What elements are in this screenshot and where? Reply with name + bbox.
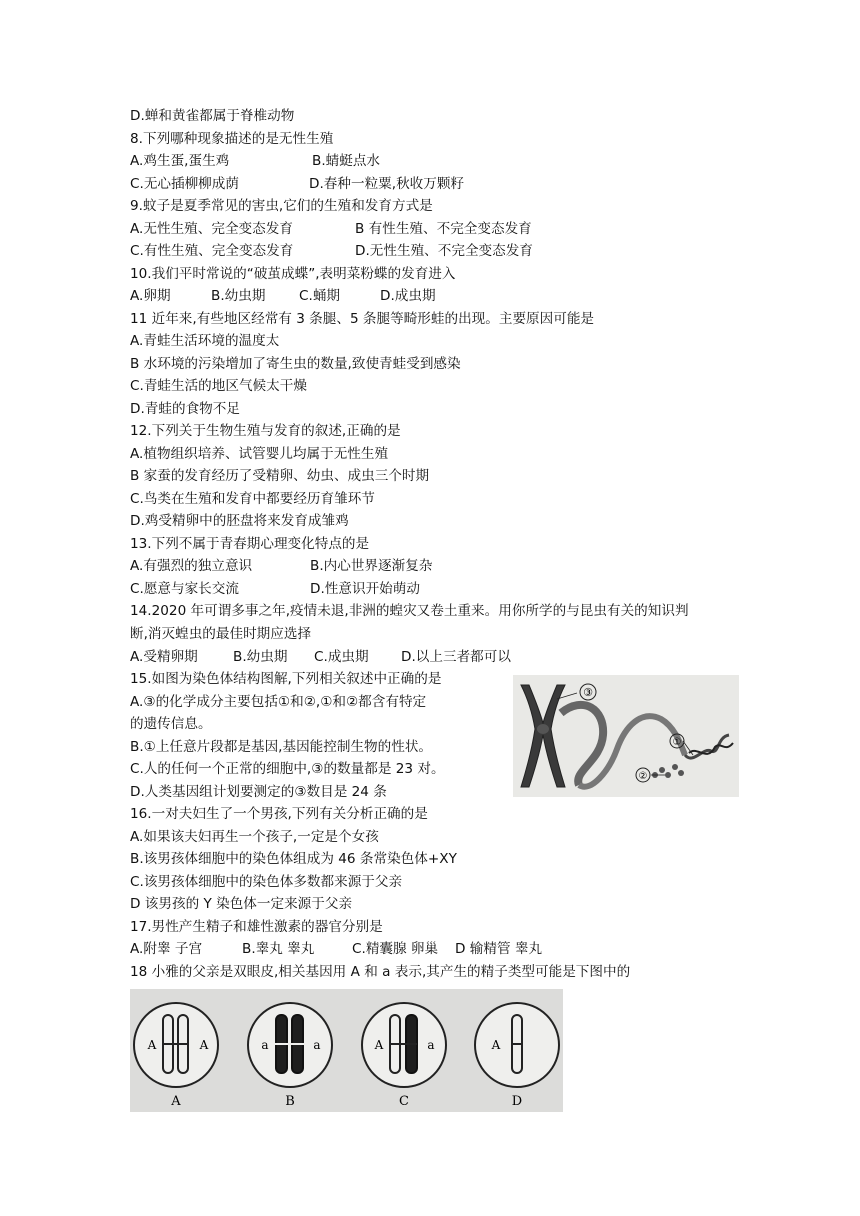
q10-option-d: D.成虫期 [380,288,436,304]
q9-stem: 9.蚊子是夏季常见的害虫,它们的生殖和发育方式是 [130,198,433,214]
q14-option-b: B.幼虫期 [233,649,288,665]
q9-option-c: C.有性生殖、完全变态发育 [130,243,294,259]
q11-option-a: A.青蛙生活环境的温度太 [130,333,280,349]
q15-option-a-cont: 的遗传信息。 [130,716,212,732]
q14-option-a: A.受精卵期 [130,649,198,665]
q14-stem-line2: 断,消灭蝗虫的最佳时期应选择 [130,626,312,642]
cell-b-gene-left: a [261,1038,269,1052]
cell-a-caption: A [171,1094,181,1109]
q8-stem: 8.下列哪种现象描述的是无性生殖 [130,131,334,147]
label-2: ② [638,771,648,782]
cell-b-gene-right: a [313,1038,321,1052]
q10-option-a: A.卵期 [130,288,171,304]
q12-option-a: A.植物组织培养、试管婴儿均属于无性生殖 [130,446,389,462]
q13-stem: 13.下列不属于青春期心理变化特点的是 [130,536,370,552]
q13-option-b: B.内心世界逐渐复杂 [310,558,433,574]
q13-option-a: A.有强烈的独立意识 [130,558,253,574]
q11-option-d: D.青蛙的食物不足 [130,401,240,417]
q11-option-c: C.青蛙生活的地区气候太干燥 [130,378,307,394]
q16-stem: 16.一对夫妇生了一个男孩,下列有关分析正确的是 [130,806,428,822]
q15-option-d: D.人类基因组计划要测定的③数目是 24 条 [130,784,387,800]
q17-option-a: A.附睾 子宫 [130,941,203,957]
q15-option-b: B.①上任意片段都是基因,基因能控制生物的性状。 [130,739,433,755]
cell-d-gene-left: A [491,1038,501,1052]
q18-stem: 18 小雅的父亲是双眼皮,相关基因用 A 和 a 表示,其产生的精子类型可能是下图中的 [130,964,631,980]
sperm-cells-diagram [130,989,563,1112]
q8-option-b: B.蜻蜓点水 [312,153,381,169]
q17-option-d: D 输精管 睾丸 [455,941,543,957]
q11-stem: 11 近年来,有些地区经常有 3 条腿、5 条腿等畸形蛙的出现。主要原因可能是 [130,311,595,327]
q16-option-d: D 该男孩的 Y 染色体一定来源于父亲 [130,896,353,912]
q15-stem: 15.如图为染色体结构图解,下列相关叙述中正确的是 [130,671,442,687]
q8-option-a: A.鸡生蛋,蛋生鸡 [130,153,230,169]
cell-c-gene-right: a [427,1038,435,1052]
q17-option-c: C.精囊腺 卵巢 [352,941,439,957]
q14-stem-line1: 14.2020 年可谓多事之年,疫情未退,非洲的蝗灾又卷土重来。用你所学的与昆虫有关的知识判 [130,603,689,619]
q12-option-d: D.鸡受精卵中的胚盘将来发育成雏鸡 [130,513,349,529]
label-3: ③ [583,686,593,699]
q15-option-a: A.③的化学成分主要包括①和②,①和②都含有特定 [130,694,427,710]
q12-option-b: B 家蚕的发育经历了受精卵、幼虫、成虫三个时期 [130,468,430,484]
q16-option-c: C.该男孩体细胞中的染色体多数都来源于父亲 [130,874,403,890]
q15-option-c: C.人的任何一个正常的细胞中,③的数量都是 23 对。 [130,761,445,777]
sperm-cells-figure [130,989,563,1112]
label-1: ① [672,737,682,748]
q7-option-d: D.蝉和黄雀都属于脊椎动物 [130,108,295,124]
q9-option-d: D.无性生殖、不完全变态发育 [355,243,533,259]
q13-option-c: C.愿意与家长交流 [130,581,239,597]
q8-option-d: D.春种一粒粟,秋收万颗籽 [309,176,465,192]
chromosome-diagram [513,675,739,797]
q14-option-d: D.以上三者都可以 [401,649,511,665]
cell-a-gene-left: A [147,1038,157,1052]
q17-stem: 17.男性产生精子和雄性激素的器官分别是 [130,919,383,935]
q11-option-b: B 水环境的污染增加了寄生虫的数量,致使青蛙受到感染 [130,356,461,372]
q13-option-d: D.性意识开始萌动 [310,581,420,597]
q14-option-c: C.成虫期 [314,649,369,665]
cell-d-caption: D [511,1094,523,1109]
chromosome-figure [513,675,739,797]
cell-c-gene-left: A [374,1038,384,1052]
q12-stem: 12.下列关于生物生殖与发育的叙述,正确的是 [130,423,401,439]
q10-option-b: B.幼虫期 [211,288,266,304]
q17-option-b: B.睾丸 睾丸 [242,941,315,957]
cell-b-caption: B [285,1094,295,1109]
q10-option-c: C.蛹期 [299,288,341,304]
q9-option-a: A.无性生殖、完全变态发育 [130,221,293,237]
cell-c-caption: C [399,1094,409,1109]
q16-option-b: B.该男孩体细胞中的染色体组成为 46 条常染色体+XY [130,851,457,867]
q16-option-a: A.如果该夫妇再生一个孩子,一定是个女孩 [130,829,379,845]
q8-option-c: C.无心插柳柳成荫 [130,176,239,192]
cell-a-gene-right: A [199,1038,209,1052]
q9-option-b: B 有性生殖、不完全变态发育 [355,221,532,237]
q10-stem: 10.我们平时常说的“破茧成蝶”,表明菜粉蝶的发育进入 [130,266,456,282]
q12-option-c: C.鸟类在生殖和发育中都要经历育雏环节 [130,491,375,507]
